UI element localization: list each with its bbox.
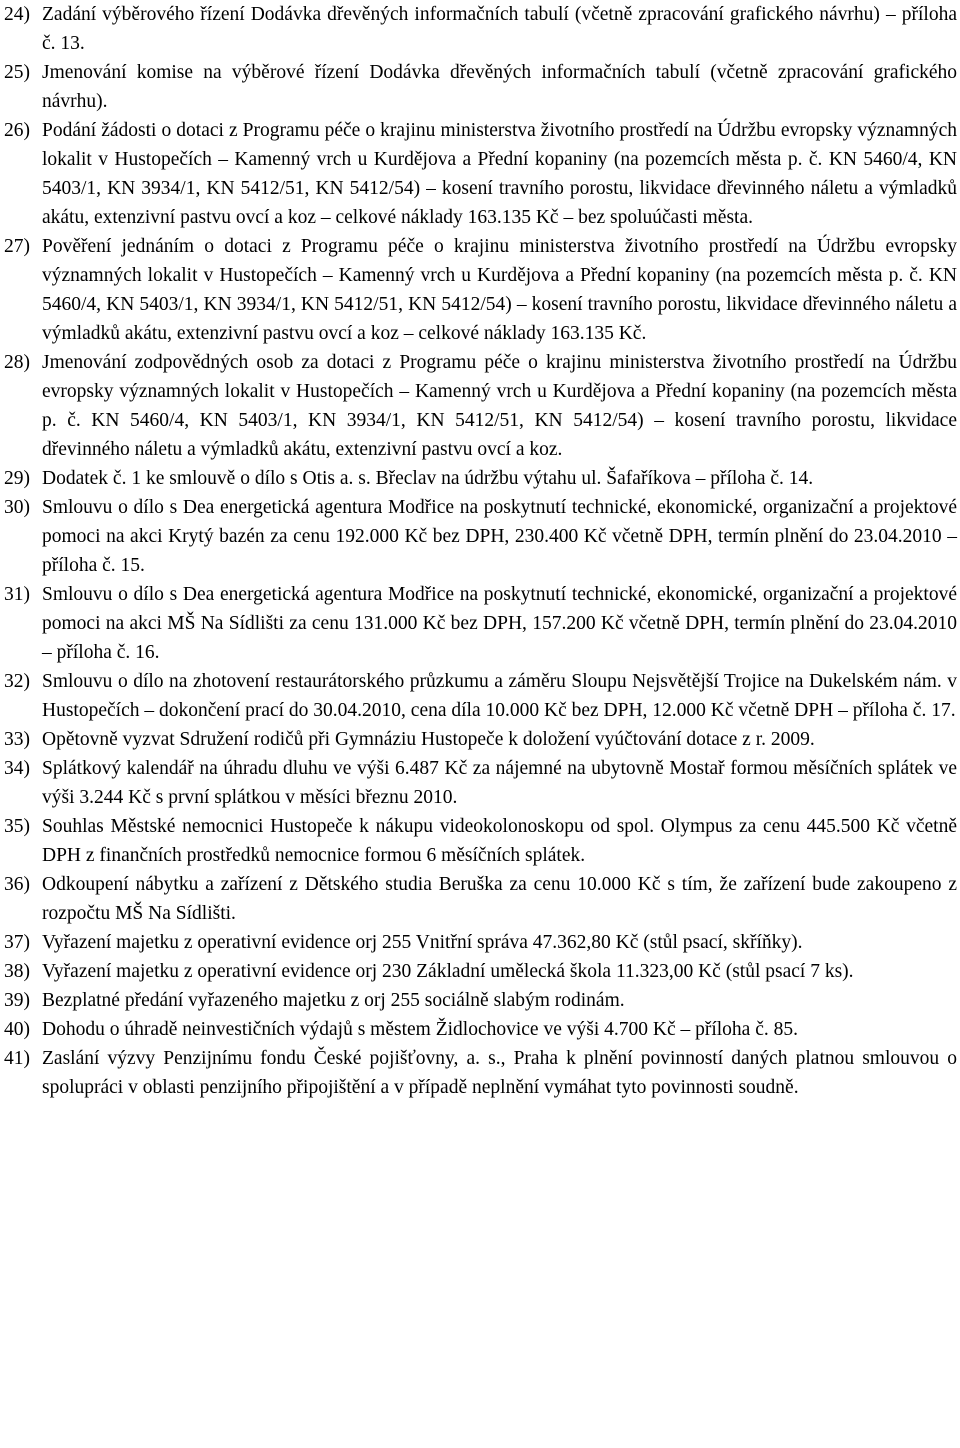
item-text: Dodatek č. 1 ke smlouvě o dílo s Otis a. s. Břeclav na údržbu výtahu ul. Šafaříkova – příloha č. 14. bbox=[42, 468, 814, 489]
item-text: Opětovně vyzvat Sdružení rodičů při Gymnáziu Hustopeče k doložení vyúčtování dotace z r. 2009. bbox=[42, 729, 815, 750]
item-text: Jmenování komise na výběrové řízení Dodávka dřevěných informačních tabulí (včetně zpracování grafického návrhu). bbox=[42, 62, 957, 112]
list-item-38 bbox=[4, 957, 957, 986]
item-text: Dohodu o úhradě neinvestičních výdajů s městem Židlochovice ve výši 4.700 Kč – příloha č. 85. bbox=[42, 1019, 798, 1040]
list-item-27 bbox=[4, 232, 957, 348]
list-item-24 bbox=[4, 0, 957, 58]
item-number: 26) bbox=[4, 120, 30, 141]
list-item-36 bbox=[4, 870, 957, 928]
list-item-35 bbox=[4, 812, 957, 870]
item-number: 37) bbox=[4, 932, 30, 953]
list-item-37 bbox=[4, 928, 957, 957]
item-text: Smlouvu o dílo na zhotovení restaurátorského průzkumu a záměru Sloupu Nejsvětější Trojice na Dukelském nám. v Hustopečích – dokončení prací do 30.04.2010, cena díla 10.000 Kč bez DPH, 12.000 Kč včetně DPH – příloha č. 17. bbox=[42, 671, 957, 721]
list-item-30 bbox=[4, 493, 957, 580]
item-number: 41) bbox=[4, 1048, 30, 1069]
item-text: Vyřazení majetku z operativní evidence orj 255 Vnitřní správa 47.362,80 Kč (stůl psací, skříňky). bbox=[42, 932, 803, 953]
item-text: Odkoupení nábytku a zařízení z Dětského studia Beruška za cenu 10.000 Kč s tím, že zařízení bude zakoupeno z rozpočtu MŠ Na Sídlišti. bbox=[42, 874, 957, 924]
item-number: 27) bbox=[4, 236, 30, 257]
list-item-31 bbox=[4, 580, 957, 667]
list-item-39 bbox=[4, 986, 957, 1015]
item-text: Jmenování zodpovědných osob za dotaci z Programu péče o krajinu ministerstva životního prostředí na Údržbu evropsky významných lokalit v Hustopečích – Kamenný vrch u Kurdějova a Přední kopaniny (na pozemcích města p. č. KN 5460/4, KN 5403/1, KN 3934/1, KN 5412/51, KN 5412/54) – kosení travního porostu, likvidace dřevinného náletu a výmladků akátu, extenzivní pastvu ovcí a koz. bbox=[42, 352, 957, 460]
item-number: 38) bbox=[4, 961, 30, 982]
item-number: 24) bbox=[4, 4, 30, 25]
item-text: Smlouvu o dílo s Dea energetická agentura Modřice na poskytnutí technické, ekonomické, organizační a projektové pomoci na akci MŠ Na Sídlišti za cenu 131.000 Kč bez DPH, 157.200 Kč včetně DPH, termín plnění do 23.04.2010 – příloha č. 16. bbox=[42, 584, 957, 663]
list-item-40 bbox=[4, 1015, 957, 1044]
item-number: 40) bbox=[4, 1019, 30, 1040]
item-text: Zaslání výzvy Penzijnímu fondu České pojišťovny, a. s., Praha k plnění povinností daných platnou smlouvou o spolupráci v oblasti penzijního připojištění a v případě neplnění vymáhat tyto povinnosti soudně. bbox=[42, 1048, 957, 1098]
item-text: Zadání výběrového řízení Dodávka dřevěných informačních tabulí (včetně zpracování grafického návrhu) – příloha č. 13. bbox=[42, 4, 957, 54]
item-number: 31) bbox=[4, 584, 30, 605]
list-item-33 bbox=[4, 725, 957, 754]
item-text: Vyřazení majetku z operativní evidence orj 230 Základní umělecká škola 11.323,00 Kč (stůl psací 7 ks). bbox=[42, 961, 854, 982]
item-text: Splátkový kalendář na úhradu dluhu ve výši 6.487 Kč za nájemné na ubytovně Mostař formou měsíčních splátek ve výši 3.244 Kč s první splátkou v měsíci březnu 2010. bbox=[42, 758, 957, 808]
item-number: 33) bbox=[4, 729, 30, 750]
item-number: 28) bbox=[4, 352, 30, 373]
item-number: 39) bbox=[4, 990, 30, 1011]
item-text: Pověření jednáním o dotaci z Programu péče o krajinu ministerstva životního prostředí na Údržbu evropsky významných lokalit v Hustopečích – Kamenný vrch u Kurdějova a Přední kopaniny (na pozemcích města p. č. KN 5460/4, KN 5403/1, KN 3934/1, KN 5412/51, KN 5412/54) – kosení travního porostu, likvidace dřevinného náletu a výmladků akátu, extenzivní pastvu ovcí a koz – celkové náklady 163.135 Kč. bbox=[42, 236, 957, 344]
list-item-34 bbox=[4, 754, 957, 812]
item-text: Bezplatné předání vyřazeného majetku z orj 255 sociálně slabým rodinám. bbox=[42, 990, 625, 1011]
item-text: Podání žádosti o dotaci z Programu péče o krajinu ministerstva životního prostředí na Údržbu evropsky významných lokalit v Hustopečích – Kamenný vrch u Kurdějova a Přední kopaniny (na pozemcích města p. č. KN 5460/4, KN 5403/1, KN 3934/1, KN 5412/51, KN 5412/54) – kosení travního porostu, likvidace dřevinného náletu a výmladků akátu, extenzivní pastvu ovcí a koz – celkové náklady 163.135 Kč – bez spoluúčasti města. bbox=[42, 120, 957, 228]
list-item-25 bbox=[4, 58, 957, 116]
resolution-list bbox=[4, 0, 957, 1102]
item-number: 35) bbox=[4, 816, 30, 837]
item-number: 25) bbox=[4, 62, 30, 83]
item-text: Souhlas Městské nemocnici Hustopeče k nákupu videokolonoskopu od spol. Olympus za cenu 445.500 Kč včetně DPH z finančních prostředků nemocnice formou 6 měsíčních splátek. bbox=[42, 816, 957, 866]
list-item-28 bbox=[4, 348, 957, 464]
list-item-26 bbox=[4, 116, 957, 232]
item-number: 29) bbox=[4, 468, 30, 489]
item-number: 34) bbox=[4, 758, 30, 779]
list-item-29 bbox=[4, 464, 957, 493]
list-item-41 bbox=[4, 1044, 957, 1102]
item-number: 36) bbox=[4, 874, 30, 895]
item-number: 32) bbox=[4, 671, 30, 692]
item-text: Smlouvu o dílo s Dea energetická agentura Modřice na poskytnutí technické, ekonomické, organizační a projektové pomoci na akci Krytý bazén za cenu 192.000 Kč bez DPH, 230.400 Kč včetně DPH, termín plnění do 23.04.2010 – příloha č. 15. bbox=[42, 497, 957, 576]
item-number: 30) bbox=[4, 497, 30, 518]
list-item-32 bbox=[4, 667, 957, 725]
